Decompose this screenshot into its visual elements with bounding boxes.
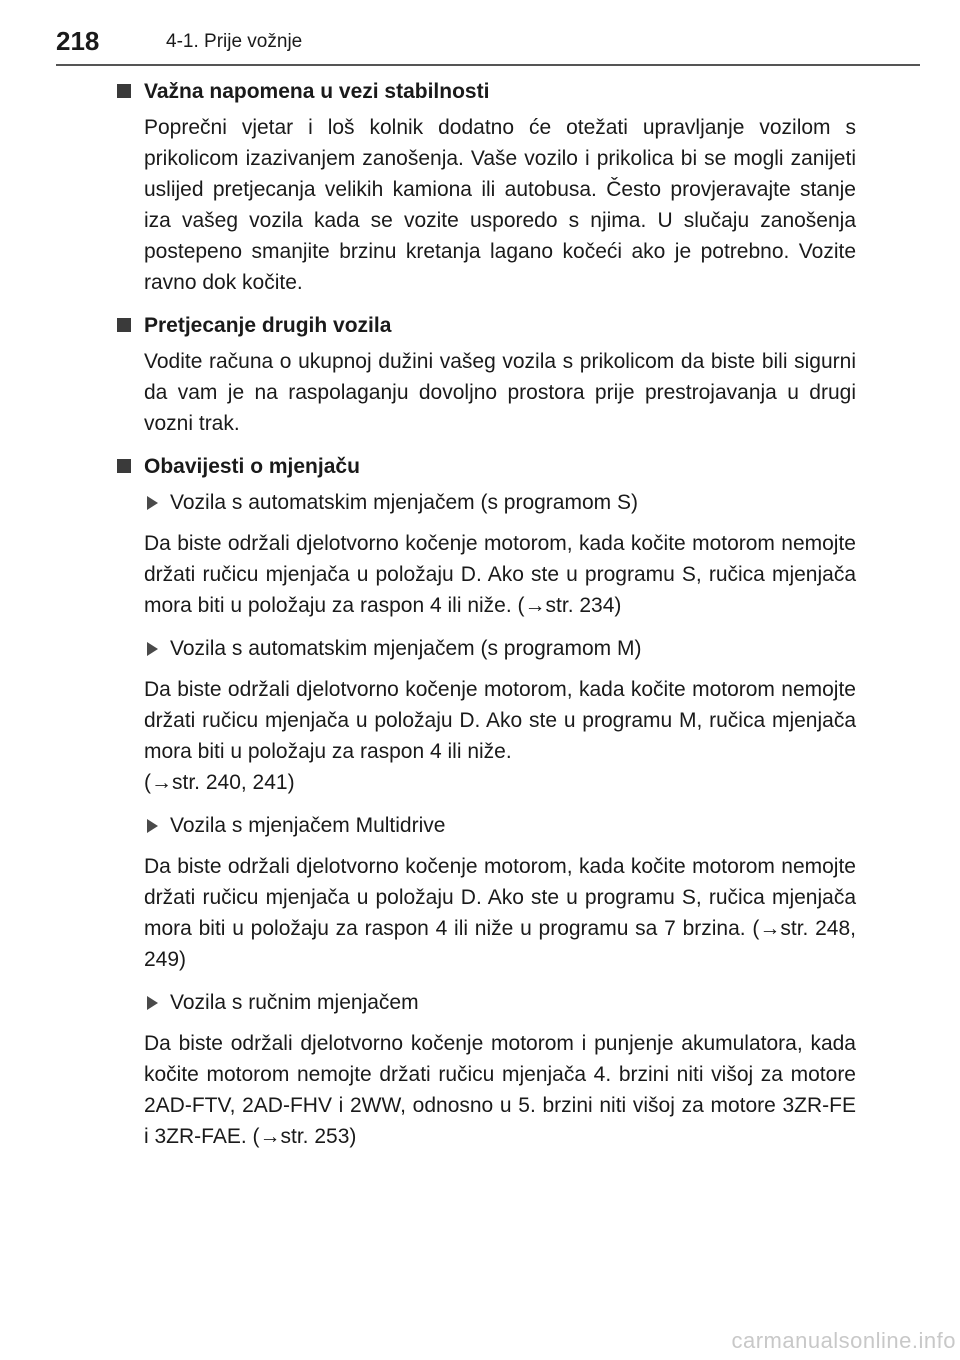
page-reference: (→str. 240, 241) [144,771,295,794]
paragraph-auto-s: Da biste održali djelotvorno kočenje motorom, kada kočite motorom nemojte držati ručicu mjenjača u položaju D. Ako ste u programu S, ručica mjenjača mora biti u položaju za raspon 4 ili niže. (→str. 234) [144,532,856,617]
chapter-title: 4-1. Prije vožnje [166,31,303,52]
page-content [116,76,856,1164]
subheading-title: Vozila s automatskim mjenjačem (s programom M) [170,637,642,660]
paragraph-overtaking: Vodite računa o ukupnoj dužini vašeg vozila s prikolicom da biste bili sigurni da vam je na raspolaganju dovoljno prostora prije prestrojavanja u drugi vozni trak. [144,350,856,435]
paragraph-manual: Da biste održali djelotvorno kočenje motorom i punjenje akumulatora, kada kočite motorom nemojte držati ručicu mjenjača 4. brzini niti višoj za motore 2AD-FTV, 2AD-FHV i 2WW, odnosno u 5. brzini niti višoj za motore 3ZR-FE i 3ZR-FAE. (→str. 253) [144,1032,856,1148]
subheading-multidrive [116,810,856,841]
subheading-title: Vozila s mjenjačem Multidrive [170,814,446,837]
square-bullet-icon [117,84,131,98]
paragraph-auto-m [116,674,856,798]
paragraph-stability: Poprečni vjetar i loš kolnik dodatno će otežati upravljanje vozilom s prikolicom izazivanjem zanošenja. Vaše vozilo i prikolica bi se mogli zanijeti uslijed pretjecanja velikih kamiona ili autobusa. Često provjeravajte stanje iza vašeg vozila kada se vozite usporedo s njima. U slučaju zanošenja postepeno smanjite brzinu kretanja lagano kočeći ako je potrebno. Vozite ravno dok kočite. [144,116,856,294]
page-number: 218 [56,26,100,56]
square-bullet-icon [117,459,131,473]
triangle-bullet-icon [147,996,158,1010]
subheading-auto-m [116,633,856,664]
subheading-title: Vozila s automatskim mjenjačem (s programom S) [170,491,638,514]
triangle-bullet-icon [147,642,158,656]
section-heading-transmission [116,451,856,483]
subheading-auto-s [116,487,856,518]
paragraph-multidrive: Da biste održali djelotvorno kočenje motorom, kada kočite motorom nemojte držati ručicu mjenjača u položaju D. Ako ste u programu S, ručica mjenjača mora biti u položaju za raspon 4 ili niže u programu sa 7 brzina. (→str. 248, 249) [144,855,856,971]
square-bullet-icon [117,318,131,332]
watermark: carmanualsonline.info [731,1328,956,1353]
paragraph-auto-m-text: Da biste održali djelotvorno kočenje motorom, kada kočite motorom nemojte držati ručicu mjenjača u položaju D. Ako ste u programu M, ručica mjenjača mora biti u položaju za raspon 4 ili niže. [144,678,856,763]
section-heading-overtaking [116,310,856,342]
section-title: Obavijesti o mjenjaču [144,455,360,478]
page-header [56,24,920,66]
section-heading-stability [116,76,856,108]
triangle-bullet-icon [147,496,158,510]
triangle-bullet-icon [147,819,158,833]
section-title: Pretjecanje drugih vozila [144,314,392,337]
subheading-manual [116,987,856,1018]
subheading-title: Vozila s ručnim mjenjačem [170,991,419,1014]
section-title: Važna napomena u vezi stabilnosti [144,80,490,103]
